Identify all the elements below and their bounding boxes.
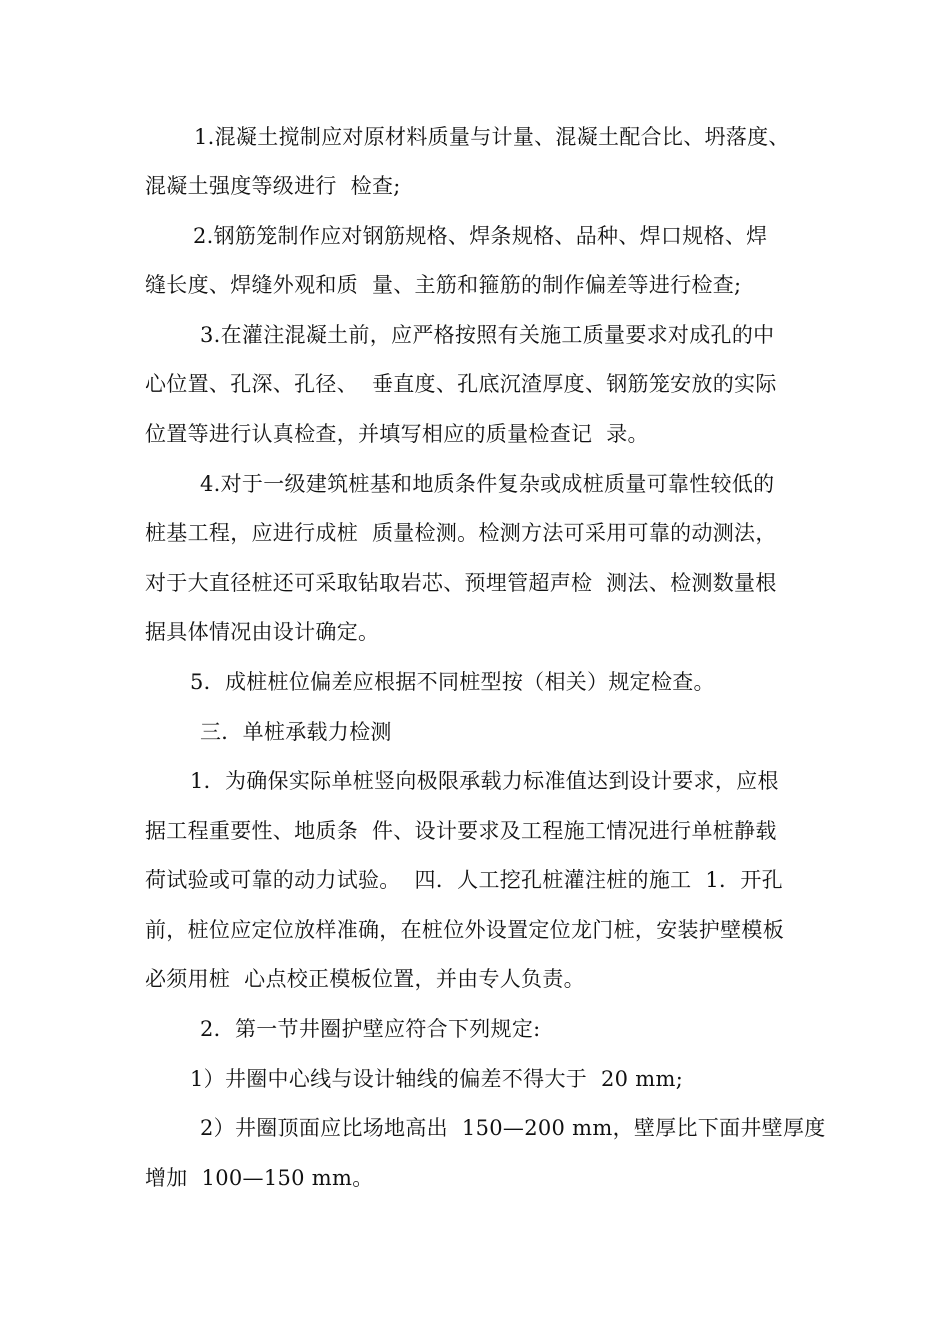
paragraph-6-line-3: 荷试验或可靠的动力试验。 四．人工挖孔桩灌注桩的施工 1．开孔 — [145, 868, 783, 892]
list-item-1: 1）井圈中心线与设计轴线的偏差不得大于 20 mm; — [190, 1067, 684, 1091]
paragraph-6-line-5: 必须用桩 心点校正模板位置，并由专人负责。 — [145, 967, 585, 991]
section-heading-3: 三．单桩承载力检测 — [200, 720, 392, 744]
paragraph-2-line-1: 2.钢筋笼制作应对钢筋规格、焊条规格、品种、焊口规格、焊 — [193, 224, 768, 248]
paragraph-7-line-1: 2．第一节井圈护壁应符合下列规定: — [200, 1017, 541, 1041]
paragraph-3-line-3: 位置等进行认真检查，并填写相应的质量检查记 录。 — [145, 422, 649, 446]
paragraph-3-line-1: 3.在灌注混凝土前，应严格按照有关施工质量要求对成孔的中 — [200, 323, 775, 347]
paragraph-3-line-2: 心位置、孔深、孔径、 垂直度、孔底沉渣厚度、钢筋笼安放的实际 — [145, 372, 777, 396]
paragraph-4-line-1: 4.对于一级建筑桩基和地质条件复杂或成桩质量可靠性较低的 — [200, 472, 775, 496]
paragraph-4-line-4: 据具体情况由设计确定。 — [145, 620, 380, 644]
paragraph-1-line-2: 混凝土强度等级进行 检查; — [145, 174, 401, 198]
paragraph-1-line-1: 1.混凝土搅制应对原材料质量与计量、混凝土配合比、坍落度、 — [194, 125, 790, 149]
list-item-2-line-2: 增加 100—150 mm。 — [145, 1166, 374, 1190]
paragraph-5-line-1: 5．成桩桩位偏差应根据不同桩型按（相关）规定检查。 — [190, 670, 715, 694]
list-item-2-line-1: 2）井圈顶面应比场地高出 150—200 mm，壁厚比下面井壁厚度 — [200, 1116, 826, 1140]
paragraph-2-line-2: 缝长度、焊缝外观和质 量、主筋和箍筋的制作偏差等进行检查; — [145, 273, 742, 297]
paragraph-6-line-4: 前，桩位应定位放样准确，在桩位外设置定位龙门桩，安装护壁模板 — [145, 918, 784, 942]
paragraph-4-line-2: 桩基工程，应进行成桩 质量检测。检测方法可采用可靠的动测法， — [145, 521, 777, 545]
paragraph-6-line-1: 1．为确保实际单桩竖向极限承载力标准值达到设计要求，应根 — [190, 769, 779, 793]
paragraph-4-line-3: 对于大直径桩还可采取钻取岩芯、预埋管超声检 测法、检测数量根 — [145, 571, 777, 595]
paragraph-6-line-2: 据工程重要性、地质条 件、设计要求及工程施工情况进行单桩静载 — [145, 819, 777, 843]
